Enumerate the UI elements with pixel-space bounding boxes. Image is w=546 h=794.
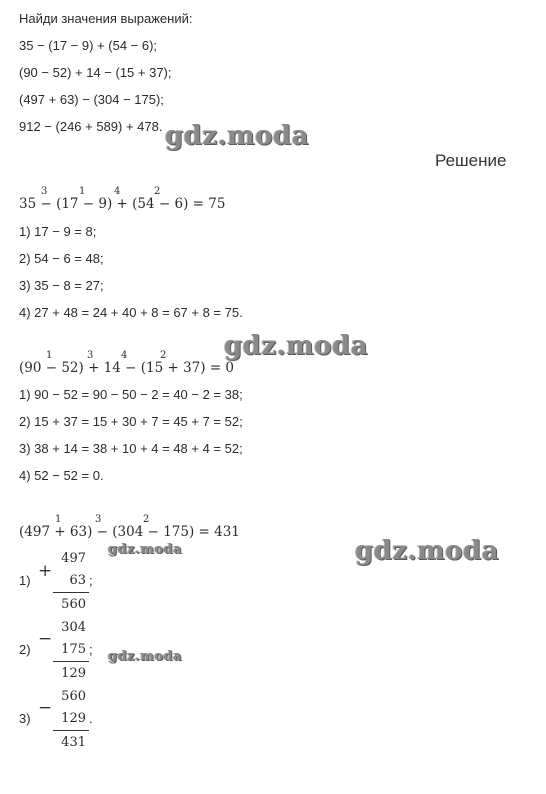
order-mark: 2 [160,350,167,361]
order-mark: 2 [154,186,161,197]
expression-3: (497 + 63) − (304 − 175) = 431 [19,524,240,540]
column-rule [53,592,89,593]
column-result: 560 [61,597,86,612]
task-title: Найди значения выражений: [19,11,193,26]
order-mark: 3 [95,514,102,525]
step: 3) 38 + 14 = 38 + 10 + 4 = 48 + 4 = 52; [19,441,243,456]
column-top: 304 [61,620,86,635]
column-bottom: 175 [61,642,86,657]
order-mark: 1 [55,514,62,525]
order-mark: 4 [121,350,128,361]
column-result: 431 [61,735,86,750]
column-punct: ; [89,573,93,588]
step: 4) 27 + 48 = 24 + 40 + 8 = 67 + 8 = 75. [19,305,243,320]
plus-sign: + [38,561,53,581]
order-mark: 3 [87,350,94,361]
column-label: 3) [19,711,31,726]
watermark: gdz.moda [165,121,310,151]
column-label: 2) [19,642,31,657]
step: 1) 17 − 9 = 8; [19,224,97,239]
order-mark: 1 [79,186,86,197]
task-expression-4: 912 − (246 + 589) + 478. [19,119,163,134]
column-punct: . [89,711,93,726]
watermark: gdz.moda [355,536,500,566]
solution-label: Решение [435,151,507,170]
watermark: gdz.moda [108,542,183,557]
column-top: 497 [61,551,86,566]
column-top: 560 [61,689,86,704]
expression-1: 35 − (17 − 9) + (54 − 6) = 75 [19,196,226,212]
order-mark: 3 [41,186,48,197]
column-bottom: 63 [69,573,86,588]
order-mark: 4 [114,186,121,197]
task-expression-2: (90 − 52) + 14 − (15 + 37); [19,65,172,80]
column-rule [53,730,89,731]
step: 3) 35 − 8 = 27; [19,278,104,293]
column-label: 1) [19,573,31,588]
watermark: gdz.moda [224,331,369,361]
order-mark: 1 [46,350,53,361]
minus-sign: − [38,629,53,649]
task-expression-1: 35 − (17 − 9) + (54 − 6); [19,38,158,53]
order-mark: 2 [143,514,150,525]
expression-2: (90 − 52) + 14 − (15 + 37) = 0 [19,360,235,376]
task-expression-3: (497 + 63) − (304 − 175); [19,92,164,107]
watermark: gdz.moda [108,649,183,664]
minus-sign: − [38,698,53,718]
step: 2) 15 + 37 = 15 + 30 + 7 = 45 + 7 = 52; [19,414,243,429]
step: 1) 90 − 52 = 90 − 50 − 2 = 40 − 2 = 38; [19,387,243,402]
column-punct: ; [89,642,93,657]
column-rule [53,661,89,662]
column-result: 129 [61,666,86,681]
step: 2) 54 − 6 = 48; [19,251,104,266]
column-bottom: 129 [61,711,86,726]
step: 4) 52 − 52 = 0. [19,468,104,483]
